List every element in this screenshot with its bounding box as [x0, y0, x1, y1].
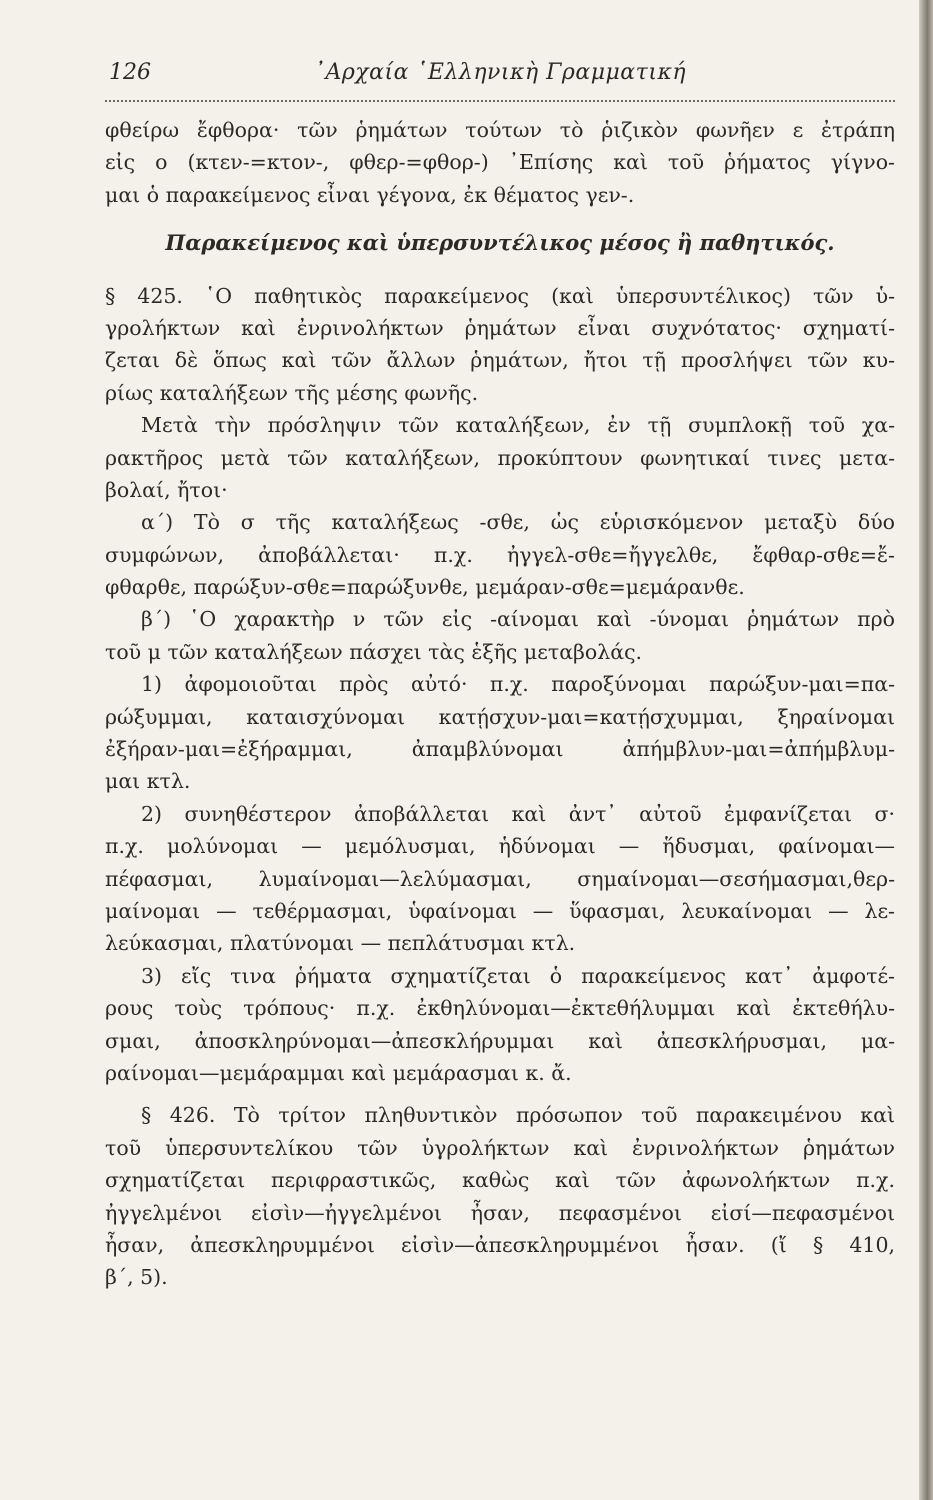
text-line: μαίνομαι — τεθέρμασμαι, ὑφαίνομαι — ὕφασμαι, λευκαίνομαι — λε- — [105, 898, 895, 923]
text-line: 3) εἴς τινα ῥήματα σχηματίζεται ὁ παρακείμενος κατ᾿ ἀμφοτέ- — [141, 963, 895, 988]
text-line: πέφασμαι, λυμαίνομαι—λελύμασμαι, σημαίνομαι—σεσήμασμαι,θερ- — [105, 866, 895, 891]
text-line: γρολήκτων καὶ ἐνρινολήκτων ῥημάτων εἶναι συχνότατος· σχηματί- — [105, 315, 895, 340]
text-line: τοῦ ὑπερσυντελίκου τῶν ὑγρολήκτων καὶ ἐνρινολήκτων ῥημάτων — [105, 1135, 895, 1160]
section-heading: Παρακείμενος καὶ ὑπερσυντέλικος μέσος ἢ παθητικός. — [165, 230, 835, 256]
text-line: ἦσαν, ἀπεσκληρυμμένοι εἰσὶν—ἀπεσκληρυμμένοι ἦσαν. (ἴ § 410, — [105, 1232, 895, 1257]
page-text — [105, 114, 895, 1294]
text-line: ἐξήραν-μαι=ἐξήραμμαι, ἀπαμβλύνομαι ἀπήμβλυν-μαι=ἀπήμβλυμ- — [105, 737, 895, 762]
text-line: § 425. ῾Ο παθητικὸς παρακείμενος (καὶ ὑπερσυντέλικος) τῶν ὑ- — [105, 283, 895, 308]
text-line: τοῦ μ τῶν καταλήξεων πάσχει τὰς ἑξῆς μεταβολάς. — [105, 639, 643, 664]
text-line: ραίνομαι—μεμάραμμαι καὶ μεμάρασμαι κ. ἄ. — [105, 1060, 572, 1085]
running-header — [105, 48, 895, 92]
text-line: 2) συνηθέστερον ἀποβάλλεται καὶ ἀντ᾿ αὐτοῦ ἐμφανίζεται σ· — [141, 801, 895, 826]
text-line: ἠγγελμένοι εἰσὶν—ἠγγελμένοι ἦσαν, πεφασμένοι εἰσί—πεφασμένοι — [105, 1200, 895, 1225]
text-line: 1) ἀφομοιοῦται πρὸς αὐτό· π.χ. παροξύνομαι παρώξυν-μαι=πα- — [141, 672, 895, 697]
text-line: σχηματίζεται περιφραστικῶς, καθὼς καὶ τῶν ἀφωνολήκτων π.χ. — [105, 1168, 895, 1193]
text-line: λεύκασμαι, πλατύνομαι — πεπλάτυσμαι κτλ. — [105, 931, 576, 956]
text-line: § 426. Τὸ τρίτον πληθυντικὸν πρόσωπον τοῦ παρακειμένου καὶ — [141, 1103, 895, 1128]
book-page — [105, 48, 895, 1294]
text-line: β΄, 5). — [105, 1265, 168, 1290]
text-line: ζεται δὲ ὅπως καὶ τῶν ἄλλων ῥημάτων, ἤτοι τῇ προσλήψει τῶν κυ- — [105, 348, 895, 373]
text-line: εἰς ο (κτεν-=κτον-, φθερ-=φθορ-) ᾿Επίσης καὶ τοῦ ῥήματος γίγνο- — [105, 150, 895, 175]
text-line: μαι κτλ. — [105, 769, 191, 794]
paragraph-gap — [105, 1089, 895, 1099]
text-line: ρακτῆρος μετὰ τῶν καταλήξεων, προκύπτουν φωνητικαί τινες μετα- — [105, 445, 895, 470]
page-number: 126 — [109, 60, 151, 85]
text-line: ρους τοὺς τρόπους· π.χ. ἐκθηλύνομαι—ἐκτεθήλυμμαι καὶ ἐκτεθήλυ- — [105, 996, 895, 1021]
text-line: σμαι, ἀποσκληρύνομαι—ἀπεσκλήρυμμαι καὶ ἀπεσκλήρυσμαι, μα- — [105, 1028, 895, 1053]
text-line: α΄) Τὸ σ τῆς καταλήξεως -σθε, ὡς εὑρισκόμενον μεταξὺ δύο — [141, 510, 895, 535]
text-line: β΄) ῾Ο χαρακτὴρ ν τῶν εἰς -αίνομαι καὶ -ύνομαι ῥημάτων πρὸ — [141, 607, 895, 632]
text-line: φθείρω ἔφθορα· τῶν ῥημάτων τούτων τὸ ῥιζικὸν φωνῆεν ε ἐτράπη — [105, 118, 895, 142]
text-line: μαι ὁ παρακείμενος εἶναι γέγονα, ἐκ θέματος γεν-. — [105, 182, 635, 207]
text-line: συμφώνων, ἀποβάλλεται· π.χ. ἠγγελ-σθε=ἤγγελθε, ἔφθαρ-σθε=ἔ- — [105, 542, 895, 567]
page-edge-shadow — [919, 0, 933, 1500]
text-line: φθαρθε, παρώξυν-σθε=παρώξυνθε, μεμάραν-σθε=μεμάρανθε. — [105, 575, 745, 600]
header-dotted-rule — [105, 100, 895, 102]
text-line: π.χ. μολύνομαι — μεμόλυσμαι, ἡδύνομαι — ἥδυσμαι, φαίνομαι— — [105, 834, 895, 859]
running-title: ᾿Αρχαία ῾Ελληνικὴ Γραμματική — [313, 60, 687, 85]
text-line: Μετὰ τὴν πρόσληψιν τῶν καταλήξεων, ἐν τῇ συμπλοκῇ τοῦ χα- — [141, 413, 895, 438]
text-line: ρίως καταλήξεων τῆς μέσης φωνῆς. — [105, 380, 479, 405]
text-line: ρώξυμμαι, καταισχύνομαι κατῄσχυν-μαι=κατῄσχυμμαι, ξηραίνομαι — [105, 704, 895, 729]
text-line: βολαί, ἤτοι· — [105, 477, 228, 502]
